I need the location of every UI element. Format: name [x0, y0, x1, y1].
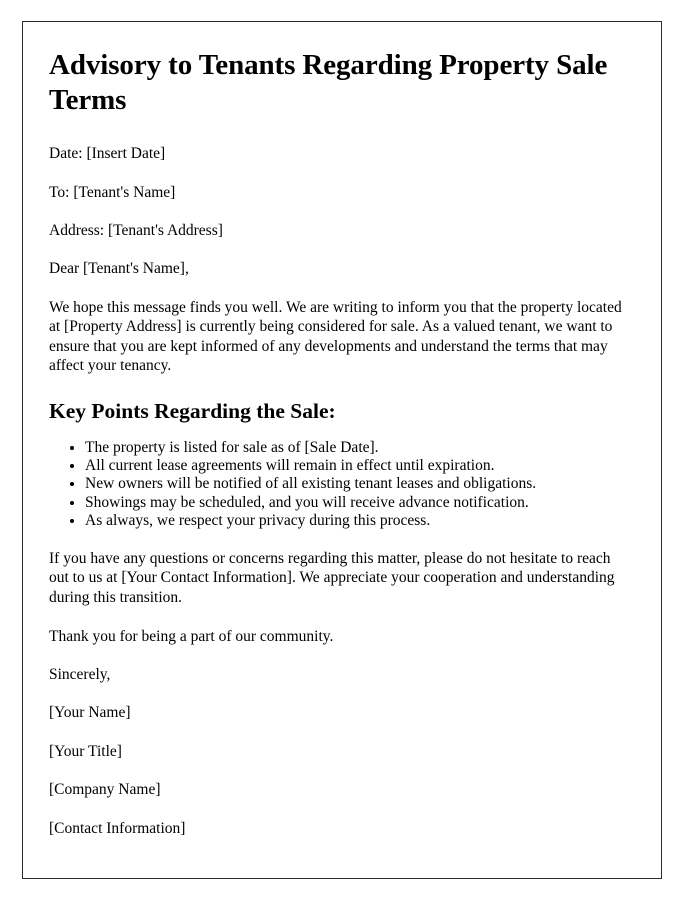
document-body: [23, 22, 661, 858]
section-heading-key-points: Key Points Regarding the Sale:: [49, 398, 336, 423]
document-page: [22, 21, 662, 879]
recipient-line: To: [Tenant's Name]: [49, 183, 176, 201]
date-line: Date: [Insert Date]: [49, 145, 166, 163]
key-points-list: [49, 439, 633, 530]
intro-paragraph: We hope this message finds you well. We are writing to inform you that the property located at [Property Address] is currently being considered for sale. As a valued tenant, we want to ensure that you are kept informed of any developments and understand the terms that may affect your tenancy.: [49, 298, 622, 375]
signature-company: [Company Name]: [49, 781, 161, 799]
signature-title: [Your Title]: [49, 742, 122, 760]
closing-paragraph: If you have any questions or concerns regarding this matter, please do not hesitate to reach out to us at [Your Contact Information]. We appreciate your cooperation and understanding during this transition.: [49, 549, 615, 606]
signature-name: [Your Name]: [49, 704, 131, 722]
salutation: Dear [Tenant's Name],: [49, 260, 189, 278]
list-item: • The property is listed for sale as of [Sale Date].: [85, 439, 633, 457]
address-line: Address: [Tenant's Address]: [49, 221, 223, 239]
list-item: • Showings may be scheduled, and you will receive advance notification.: [85, 494, 633, 512]
list-item: • As always, we respect your privacy during this process.: [85, 512, 633, 530]
list-item: • All current lease agreements will remain in effect until expiration.: [85, 457, 633, 475]
signature-contact: [Contact Information]: [49, 819, 186, 837]
thanks-paragraph: Thank you for being a part of our community.: [49, 627, 334, 645]
list-item: • New owners will be notified of all existing tenant leases and obligations.: [85, 475, 633, 493]
page-title: Advisory to Tenants Regarding Property Sale Terms: [49, 49, 608, 117]
signoff: Sincerely,: [49, 666, 111, 684]
